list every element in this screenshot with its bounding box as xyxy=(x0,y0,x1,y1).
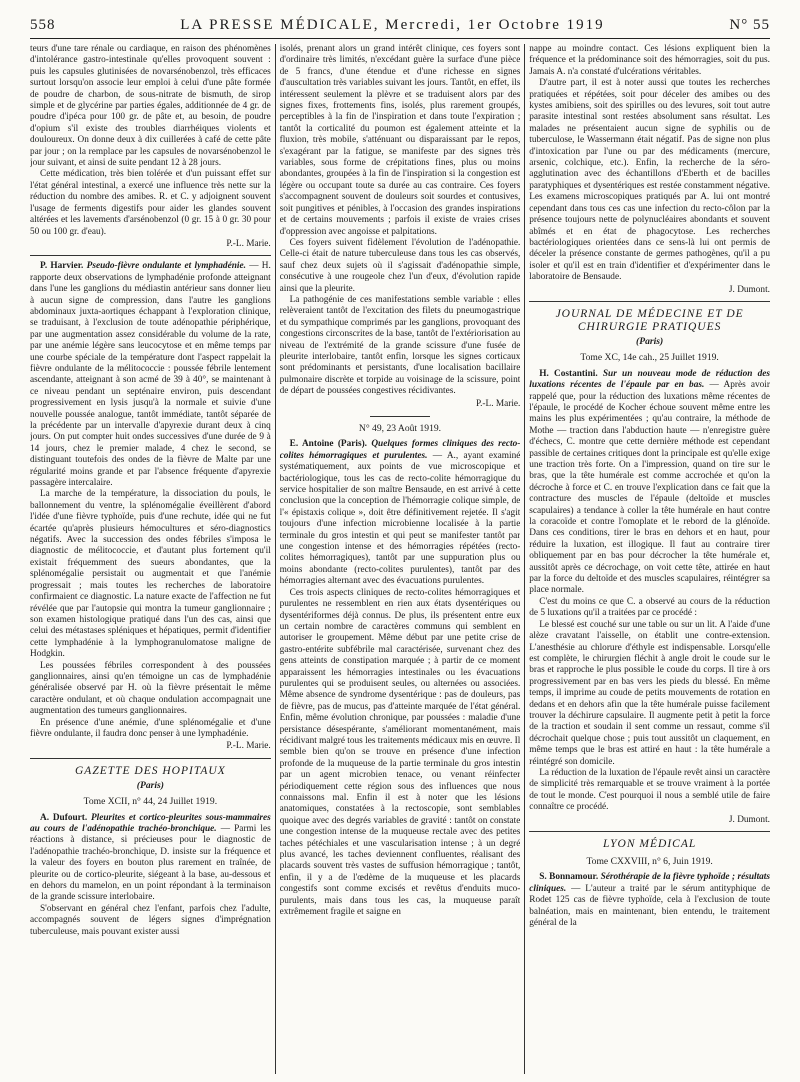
paragraph: C'est du moins ce que C. a observé au cours de la réduction de 5 luxations qu'il a traitées par ce procédé : xyxy=(529,596,770,619)
paragraph: isolés, prenant alors un grand intérêt clinique, ces foyers sont d'ordinaire très limités, n'excédant guère la surface d'une pièce de 5 francs, d'une étendue et d'une richesse en signes d'auscultation très variables suivant les jours. Tantôt, en effet, ils intéressent seulement la plèvre et se traduisent alors par des signes fixes, frottements fins, isolés, plus rarement groupés, perceptibles à la fin de l'inspiration et dans toute l'expiration ; tantôt la corticalité du poumon est également atteinte et la fluxion, très mobile, s'atténuant ou disparaissant par le repos, s'exagérant par la fatigue, se manifeste par des signes très variables, sous forme de crépitations fines, plus ou moins abondantes, groupées à la fin de l'inspiration si la congestion est légère ou occupant toute sa durée au cas contraire. Ces foyers s'accompagnent souvent de douleurs soit sourdes et contusives, soit pungitives et pénibles, à l'occasion des grandes inspirations et de certains mouvements ; parfois il existe de vraies crises d'oppression avec angoisse et palpitations. xyxy=(279,44,521,237)
article-author: S. Bonnamour. xyxy=(539,872,599,883)
article-text: — Après avoir rappelé que, pour la réduction des luxations même récentes de l'épaule, le procédé de Kocher échoue souvent même entre les mains les plus expérimentées ; qu'au contraire, la méthode de Mothe — traction dans l'abduction haute — n'enregistre guère d'échecs, C. montre que cette dernière méthode est cependant passible de certaines critiques dont la principale est qu'elle exige une traction très forte. On a l'impression, quand on tire sur le bras, que la tête humérale est comme accrochée et qu'on la décroche à force et C. en trouve l'explication dans ce fait que la contracture des muscles de l'épaule (deltoïde et muscles scapulaires) a tendance à coller la tête humérale en haut contre la coracoïde et contre l'omoplate et le rebord de la glénoïde. Dans ces conditions, tirer le bras en dehors et en haut, pour réduire la luxation, est illogique. Il faut au contraire tirer obliquement par en bas pour décrocher la tête humérale et, aussitôt après ce décrochage, on voit cette tête, attirée en haut par la force du deltoïde et des muscles scapulaires, réintégrer sa place normale. xyxy=(529,380,770,596)
article-title: Pleurites et cortico-pleurites sous-mammaires au cours de l'adénopathie trachéo-bronchique. xyxy=(30,812,271,834)
issue-meta: Tome CXXVIII, n° 6, Juin 1919. xyxy=(586,856,713,867)
article-title: Sur un nouveau mode de réduction des luxations récentes de l'épaule par en bas. xyxy=(529,368,770,391)
paragraph: teurs d'une tare rénale ou cardiaque, en raison des phénomènes d'intolérance gastro-intestinale qu'elles provoquent souvent : puis les capsules glutinisées de novarsénobenzol, très efficaces surtout lorsqu'on associe leur emploi à celui d'une pâte formée de poudre de charbon, de sous-nitrate de bismuth, de sirop simple et de glycérine par parties égales, additionnée de 4 gr. de poudre d'ipéca pour 100 gr. de pâte et, au besoin, de poudre d'opium s'il existe des troubles diarrhéiques violents et douloureux. On donne deux à dix cuillerées à café de cette pâte par jour ; on la remplace par les capsules de novarsénobenzol le jour suivant, et ainsi de suite pendant 12 à 28 jours. xyxy=(30,44,271,169)
paragraph: nappe au moindre contact. Ces lésions expliquent bien la fréquence et la prédominance soit des hémorragies, soit du pus. Jamais A. n'a constaté d'ulcérations véritables. xyxy=(529,44,770,77)
divider xyxy=(30,758,271,759)
issue-meta: N° 49, 23 Août 1919. xyxy=(358,423,442,434)
paragraph: Ces foyers suivent fidèlement l'évolution de l'adénopathie. Celle-ci était de nature tuberculeuse dans tous les cas observés, sauf chez deux sujets où il s'agissait d'adénopathie simple, consécutive à une rougeole chez l'un d'eux, d'évolution rapide ainsi que la pleurite. xyxy=(279,237,521,294)
article-title: Sérothérapie de la fièvre typhoïde ; résultats cliniques. xyxy=(529,872,770,894)
section-title: LYON MÉDICAL xyxy=(603,838,697,850)
paragraph: La marche de la température, la dissociation du pouls, le ballonnement du ventre, la splénomégalie éveillèrent d'abord l'idée d'une fièvre typhoïde, puis d'une rechute, idée qui ne fut écartée qu'après plusieurs hémocultures et séro-diagnostics négatifs. Avec la succession des ondes fébriles s'imposa le diagnostic de mélitococcie, et d'autant plus fortement qu'il existait fréquemment des sueurs abondantes, que la splénomégalie persistait ou augmentait et que l'anémie progressait ; mais toutes les recherches de laboratoire confirmaient ce diagnostic. La nature exacte de l'affection ne fut révélée que par l'autopsie qui montra la tumeur ganglionnaire ; son examen histologique pratiqué dans l'un des cas, ainsi que celui des métastases spléniques et hépatiques, permit d'identifier cette lymphadénie à la lymphogranulomatose maligne de Hodgkin. xyxy=(30,489,271,660)
article-paragraph xyxy=(280,439,521,587)
article-text: — Parmi les réactions à distance, si précieuses pour le diagnostic de l'adénopathie trachéo-bronchique, D. insiste sur la fréquence et la valeur des foyers en bouton plus rarement en traînée, de pleurite ou de cortico-pleurite, siégeant à la base, au-dessous et en dehors du mamelon, en un point répondant à la terminaison de la grande scissure interlobaire. xyxy=(30,824,271,903)
section-title: JOURNAL DE MÉDECINE ET DE CHIRURGIE PRATIQUES xyxy=(555,307,744,333)
article-author: A. Dufourt. xyxy=(40,812,88,823)
paragraph: La pathogénie de ces manifestations semble variable : elles relèveraient tantôt de l'excitation des filets du pneumogastrique et du sympathique comprimés par les ganglions, provoquant des congestions circonscrites de la base, tantôt de l'extériorisation au niveau de l'extrémité de la grande scissure d'une fusée de pleurite interlobaire, tantôt enfin, lorsque les signes corticaux sont prédominants et persistants, d'une localisation bacillaire pulmonaire discrète et torpide au voisinage de la scissure, point de départ de poussées congestives récidivantes. xyxy=(279,294,521,397)
article-title: Pseudo-fièvre ondulante et lymphadénie. xyxy=(86,261,246,272)
column-rule xyxy=(271,44,280,1074)
article-title: Quelques formes cliniques des recto-colites hémorragiques et purulentes. xyxy=(279,439,521,461)
article-paragraph xyxy=(529,872,770,929)
journal-title: LA PRESSE MÉDICALE, Mercredi, 1er Octobre 1919 xyxy=(180,16,605,33)
paragraph: Cette médication, très bien tolérée et d'un puissant effet sur l'état général intestinal, a exercé une influence très nette sur la réduction du nombre des amibes. R. et C. y adjoignent souvent l'usage de ferments digestifs pour aider les glandes souvent altérées et les lavements d'arsénobenzol (0 gr. 15 à 0 gr. 30 pour 50 ou 100 gr. d'eau). xyxy=(30,169,271,237)
author-signature: P.-L. Marie. xyxy=(226,238,271,249)
paragraph: Les poussées fébriles correspondent à des poussées ganglionnaires, ainsi qu'en témoigne un cas de lymphadénie généralisée observé par H. où la fièvre présentait le même caractère ondulant, et où chaque ondulation accompagnait une augmentation des tumeurs ganglionnaires. xyxy=(30,660,271,717)
text-columns xyxy=(30,44,770,1074)
article-paragraph xyxy=(30,813,271,904)
divider xyxy=(529,301,770,302)
article-author: H. Costantini. xyxy=(539,368,598,379)
divider xyxy=(370,416,430,417)
paragraph: Le blessé est couché sur une table ou sur un lit. A l'aide d'une alèze cravatant l'aisselle, on établit une contre-extension. L'anesthésie au chlorure d'éthyle est indispensable. Lorsqu'elle est complète, le chirurgien fléchit à angle droit le coude sur le bras et rapproche le plus possible le coude du corps. Il tire à ors progressivement par en bas vers les pieds du blessé. En même temps, il imprime au coude de petits mouvements de rotation en dedans et en dehors afin que la tête humérale puisse facilement trouver la déchirure capsulaire. Il augmente petit à petit la force de la traction et soudain il sent comme un ressaut, comme s'il décrochait quelque chose ; puis tout aussitôt un claquement, en même temps que le bras est attiré en haut : la tête humérale a réintégré son domicile. xyxy=(529,619,770,767)
article-author: E. Antoine (Paris). xyxy=(289,439,367,450)
paragraph: Ces trois aspects cliniques de recto-colites hémorragiques et purulentes ne ressemblent en rien aux états dysentériques ou dysentériformes déjà connus. De plus, ils présentent entre eux un certain nombre de caractères communs qui semblent en autoriser le groupement. Même début par une petite crise de gastro-entérite subfébrile mal caractérisée, survenant chez des gens atteints de constipation marquée ; à partir de ce moment apparaissent les hémorragies intestinales ou les évacuations purulentes qui se produisent seules, ou alternées ou associées. Même absence de syndrome dysentérique : pas de douleurs, pas de fièvre, pas de mucus, pas d'atteinte marquée de l'état général. Enfin, même évolution chronique, par poussées : maladie d'une persistance désespérante, s'améliorant momentanément, mais récidivant malgré tous les traitements médicaux mis en œuvre. Il semble bien qu'on se trouve en présence d'une infection profonde de la muqueuse de la partie terminale du gros intestin par un agent microbien tenace, ou venant réinfecter périodiquement cette région sous des influences que nous connaissons mal. Enfin il est à noter que les lésions anatomiques, constatées à la rectoscopie, sont semblables quoique avec des degrés variables de gravité : tantôt on constate une congestion intense de la muqueuse rectale avec des petites taches pétéchiales et une vascularisation intense ; à un degré plus avancé, les taches deviennent confluentes, réalisant des placards souvent très vastes de suffusion hémorragique ; tantôt, enfin, il y a de l'œdème de la muqueuse et les placards congestifs sont comme excisés et revêtus d'enduits muco-purulents, mais dans tous les cas, la muqueuse paraît extrêmement fragile et saigne en xyxy=(279,587,521,918)
page-header xyxy=(30,14,770,36)
paragraph: D'autre part, il est à noter aussi que toutes les recherches pratiquées et répétées, soit pour déceler des amibes ou des kystes amibiens, soit des spirilles ou des levures, soit tout autre parasite intestinal sont restées absolument sans résultat. Les malades ne présentaient aucun signe de syphilis ou de tuberculose, le Wassermann était négatif. Pas de signe non plus d'intoxication par l'une ou par des médicaments (mercure, arsenic, colchique, etc.). Enfin, la recherche de la séro-agglutination avec des échantillons d'Eberth et de bacilles paratyphiques et dysentériques est restée constamment négative. Les examens microscopiques pratiqués par A. lui ont montré cependant dans tous ces cas une infection du recto-côlon par la présence toujours nette de polynucléaires abondants et souvent abîmés et en état de phagocytose. Les recherches bactériologiques orientées dans ce sens-là lui ont permis de déceler la présence constante de germes pathogènes, qu'il a pu isoler et qu'il est en train d'identifier et d'expérimenter dans le laboratoire de Bensaude. xyxy=(529,78,770,283)
section-city: (Paris) xyxy=(136,779,164,791)
column-1 xyxy=(30,44,271,1074)
article-text: — A., ayant examiné systématiquement, aux points de vue microscopique et bactériologique, tous les cas de recto-colite hémorragique du service hospitalier de son maître Bensaude, en est arrivé à cette conclusion que la conception de l'hémorragie colique simple, de l'« épistaxis colique », doit être définitivement rejetée. Il s'agit toujours d'une infection microbienne localisée à la partie terminale du gros intestin et qui peut se manifester tantôt par une congestion intense et des hémorragies répétées (recto-colites hémorragiques), tantôt par une suppuration plus ou moins abondante (recto-colites purulentes), tantôt par des hémorragies alternant avec des évacuations purulentes. xyxy=(279,450,521,587)
issue-number: N° 55 xyxy=(729,16,770,33)
author-signature: P.-L. Marie. xyxy=(475,398,521,409)
paragraph: S'observant en général chez l'enfant, parfois chez l'adulte, accompagnés souvent de légers signes d'imprégnation tuberculeuse, mais pouvant exister aussi xyxy=(30,903,271,937)
header-rule xyxy=(30,38,770,39)
author-signature: J. Dumont. xyxy=(728,814,770,825)
paragraph: La réduction de la luxation de l'épaule revêt ainsi un caractère de simplicité très remarquable et se trouve vraiment à la portée de tout le monde. C'est pourquoi il nous a semblé utile de faire connaître ce procédé. xyxy=(529,767,770,813)
issue-meta: Tome XC, 14e cah., 25 Juillet 1919. xyxy=(580,352,719,364)
author-signature: J. Dumont. xyxy=(728,284,770,295)
column-rule xyxy=(520,44,529,1074)
section-city: (Paris) xyxy=(636,335,664,347)
article-author: P. Harvier. xyxy=(40,261,84,272)
article-text: — H. rapporte deux observations de lymphadénie profonde atteignant dans l'une les ganglions du médiastin antérieur sans donner lieu à aucun signe de compression, dans l'autre les ganglions abdominaux juxta-aortiques échappant à l'exploration clinique, se traduisant, à l'exclusion de toute adénopathie périphérique, par une augmentation assez considérable du volume de la rate, par une anémie légère sans leucocytose et en même temps par une courbe spéciale de la température dont l'aspect rappelait la fièvre ondulante de la mélitococcie : poussée fébrile lentement ascendante, atteignant à son acmé de 39 à 40°, se maintenant à ce niveau pendant un septénaire environ, puis descendant progressivement en lysis jusqu'à la normale et suivie d'une nouvelle poussée analogue, tantôt immédiate, tantôt séparée de la précédente par un intervalle d'apyrexie durant deux à cinq jours. On put compter huit ondes successives d'une durée de 9 à 14 jours, chez le premier malade, 4 chez le second, se distinguant toutefois des ondes de la fièvre de Malte par une régularité moins grande et par l'absence fréquente d'apyrexie passagère intercalaire. xyxy=(30,261,271,489)
article-paragraph xyxy=(30,261,271,489)
section-title: GAZETTE DES HOPITAUX xyxy=(74,764,226,777)
page-number: 558 xyxy=(30,16,56,33)
column-2 xyxy=(280,44,521,1074)
divider xyxy=(30,255,271,256)
divider xyxy=(529,831,770,832)
author-signature: P.-L. Marie. xyxy=(226,741,271,752)
column-3 xyxy=(529,44,770,1074)
article-paragraph xyxy=(529,369,770,597)
paragraph: En présence d'une anémie, d'une splénomégalie et d'une fièvre ondulante, il faudra donc penser à une lymphadénie. xyxy=(30,717,271,739)
issue-meta: Tome XCII, n° 44, 24 Juillet 1919. xyxy=(83,796,218,808)
article-text: — L'auteur a traité par le sérum antityphique de Rodet 125 cas de fièvre typhoïde, cela à l'exclusion de toute balnéation, mais en maintenant, bien entendu, le traitement général de la xyxy=(529,883,770,929)
